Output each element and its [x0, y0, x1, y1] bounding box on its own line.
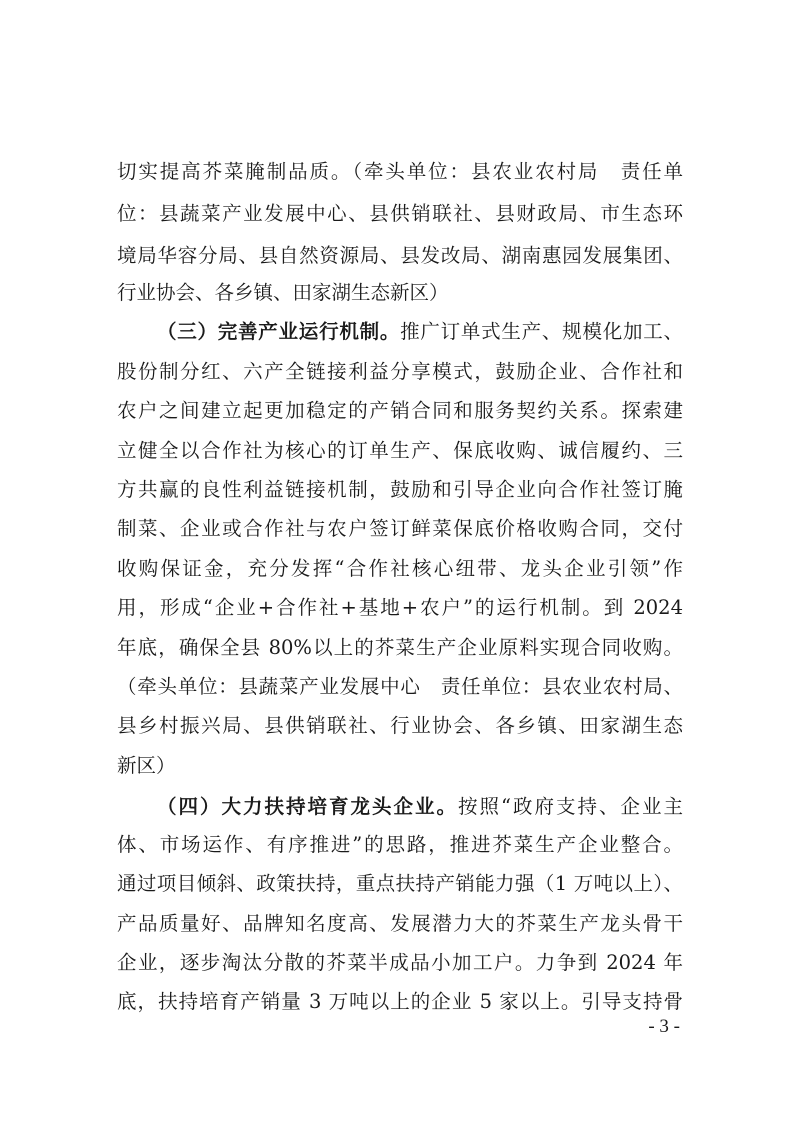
line-text: 行业协会、各乡镇、田家湖生态新区） [117, 281, 449, 304]
text-line [117, 981, 683, 1023]
line-text: （牵头单位：县蔬菜产业发展中心 责任单位：县农业农村局、 [117, 675, 683, 698]
page-number: - 3 - [648, 1016, 680, 1037]
section-heading-line [157, 786, 683, 828]
line-text: 收购保证金，充分发挥“合作社核心纽带、龙头企业引领”作 [117, 557, 683, 580]
text-line [117, 903, 683, 945]
line-text: 产品质量好、品牌知名度高、发展潜力大的芥菜生产龙头骨干 [117, 912, 683, 935]
text-line [117, 469, 683, 511]
line-text: 立健全以合作社为核心的订单生产、保底收购、诚信履约、三 [117, 439, 683, 462]
line-text: 年底，确保全县 80%以上的芥菜生产企业原料实现合同收购。 [117, 636, 683, 659]
section-heading: （四）大力扶持培育龙头企业。 [157, 795, 459, 818]
line-text: 体、市场运作、有序推进”的思路，推进芥菜生产企业整合。 [117, 833, 683, 856]
text-line [117, 508, 683, 550]
text-line [117, 705, 683, 747]
text-line [117, 745, 683, 787]
line-text: 制菜、企业或合作社与农户签订鲜菜保底价格收购合同，交付 [117, 517, 683, 540]
text-line [117, 824, 683, 866]
line-text: 通过项目倾斜、政策扶持，重点扶持产销能力强（1 万吨以上）、 [117, 872, 683, 895]
text-line [117, 272, 683, 314]
line-text: 位：县蔬菜产业发展中心、县供销联社、县财政局、市生态环 [117, 202, 683, 225]
text-line [117, 151, 683, 193]
line-text: 股份制分红、六产全链接利益分享模式，鼓励企业、合作社和 [117, 360, 683, 383]
text-line [117, 863, 683, 905]
line-text: 新区） [117, 754, 176, 777]
line-text: 县乡村振兴局、县供销联社、行业协会、各乡镇、田家湖生态 [117, 714, 683, 737]
text-line [117, 627, 683, 669]
text-line [117, 587, 683, 629]
line-text: 底，扶持培育产销量 3 万吨以上的企业 5 家以上。引导支持骨 [117, 990, 683, 1013]
text-line [117, 390, 683, 432]
text-line [117, 666, 683, 708]
line-text: 企业，逐步淘汰分散的芥菜半成品小加工户。力争到 2024 年 [117, 951, 683, 974]
text-line [117, 548, 683, 590]
line-text: 按照“政府支持、企业主 [458, 795, 683, 818]
line-text: 方共赢的良性利益链接机制，鼓励和引导企业向合作社签订腌 [117, 478, 683, 501]
line-text: 农户之间建立起更加稳定的产销合同和服务契约关系。探索建 [117, 399, 683, 422]
text-line [117, 351, 683, 393]
text-line [117, 235, 683, 277]
line-text: 用，形成“企业+合作社+基地+农户”的运行机制。到 2024 [117, 596, 683, 619]
section-heading: （三）完善产业运行机制。 [157, 320, 401, 343]
section-heading-line [157, 311, 683, 353]
text-line [117, 430, 683, 472]
line-text: 切实提高芥菜腌制品质。（牵头单位：县农业农村局 责任单 [117, 160, 683, 183]
text-line [117, 942, 683, 984]
line-text: 境局华容分局、县自然资源局、县发改局、湖南惠园发展集团、 [117, 244, 683, 267]
line-text: 推广订单式生产、规模化加工、 [400, 320, 683, 343]
text-line [117, 193, 683, 235]
